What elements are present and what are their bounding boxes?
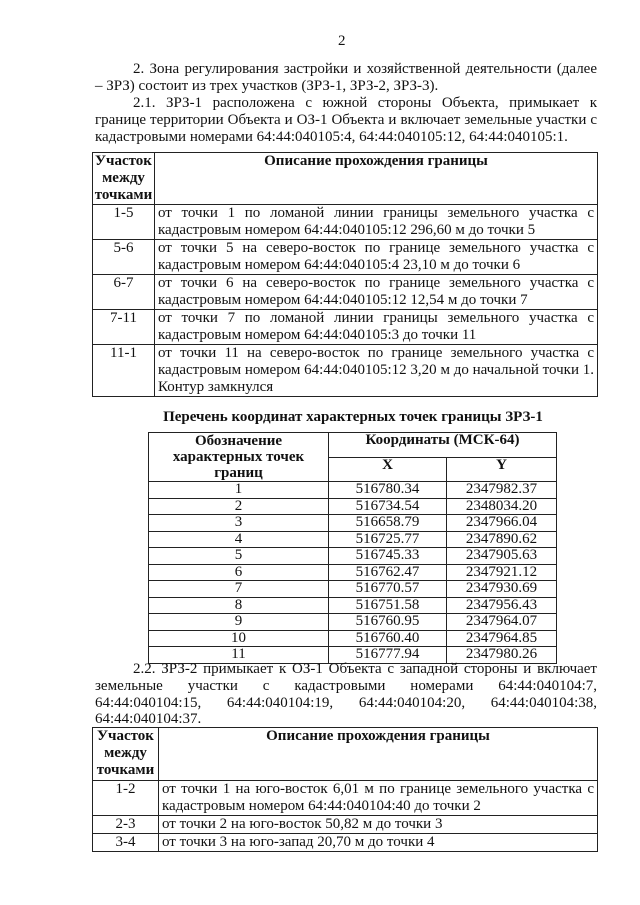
point-cell: 11 [149,647,329,664]
x-coordinate-cell: 516762.47 [329,564,447,581]
table-row [93,834,598,852]
segment-cell: 5-6 [93,240,155,275]
y-coordinate-cell: 2348034.20 [447,498,557,515]
header-point: Обозначение характерных точек границ [149,433,329,482]
table-row [149,482,557,499]
table-row [149,548,557,565]
table-row [93,275,598,310]
segment-cell: 1-5 [93,205,155,240]
table-row [149,498,557,515]
coordinates-table-zrz1 [148,432,557,664]
coordinates-title: Перечень координат характерных точек границы ЗРЗ-1 [163,409,543,425]
y-coordinate-cell: 2347982.37 [447,482,557,499]
table-row [149,531,557,548]
point-cell: 9 [149,614,329,631]
header-coordinates: Координаты (МСК-64) [329,433,557,458]
x-coordinate-cell: 516745.33 [329,548,447,565]
x-coordinate-cell: 516760.95 [329,614,447,631]
segment-cell: 1-2 [93,781,159,816]
y-coordinate-cell: 2347964.07 [447,614,557,631]
table-row [149,630,557,647]
table-row [93,816,598,834]
point-cell: 6 [149,564,329,581]
point-cell: 4 [149,531,329,548]
header-segment: Участок между точками [93,728,159,781]
segment-cell: 11-1 [93,345,155,397]
table-header-row [93,728,598,781]
x-coordinate-cell: 516658.79 [329,515,447,532]
paragraph-2-2 [95,661,597,728]
header-segment: Участок между точками [93,153,155,205]
x-coordinate-cell: 516780.34 [329,482,447,499]
y-coordinate-cell: 2347964.85 [447,630,557,647]
point-cell: 8 [149,597,329,614]
description-cell: от точки 11 на северо-восток по границе земельного участка с кадастровым номером 64:44:040105:12 3,20 м до начальной точки 1. Контур замкнулся [155,345,598,397]
paragraph-2-text: 2. Зона регулирования застройки и хозяйственной деятельности (далее – ЗРЗ) состоит из трех участков (ЗРЗ-1, ЗРЗ-2, ЗРЗ-3). [95,61,597,94]
description-cell: от точки 5 на северо-восток по границе земельного участка с кадастровым номером 64:44:040105:4 23,10 м до точки 6 [155,240,598,275]
table-header-row [93,153,598,205]
point-cell: 2 [149,498,329,515]
x-coordinate-cell: 516777.94 [329,647,447,664]
segment-cell: 7-11 [93,310,155,345]
description-cell: от точки 7 по ломаной линии границы земельного участка с кадастровым номером 64:44:040105:3 до точки 11 [155,310,598,345]
segment-cell: 2-3 [93,816,159,834]
table-row [93,240,598,275]
y-coordinate-cell: 2347956.43 [447,597,557,614]
table-row [93,205,598,240]
x-coordinate-cell: 516734.54 [329,498,447,515]
table-row [149,581,557,598]
description-cell: от точки 2 на юго-восток 50,82 м до точки 3 [159,816,598,834]
description-cell: от точки 1 на юго-восток 6,01 м по границе земельного участка с кадастровым номером 64:44:040104:40 до точки 2 [159,781,598,816]
table-row [149,614,557,631]
boundary-table-zrz2 [92,727,598,852]
x-coordinate-cell: 516760.40 [329,630,447,647]
paragraph-2 [95,61,597,95]
paragraph-2-2-text: 2.2. ЗРЗ-2 примыкает к ОЗ-1 Объекта с западной стороны и включает земельные участки с кадастровыми номерами 64:44:040104:7, 64:44:040104:15, 64:44:040104:19, 64:44:040104:20, 64:44:040104:38, 64:44:040104:37. [95,661,597,728]
paragraph-2-1 [95,95,597,145]
y-coordinate-cell: 2347890.62 [447,531,557,548]
description-cell: от точки 1 по ломаной линии границы земельного участка с кадастровым номером 64:44:040105:12 296,60 м до точки 5 [155,205,598,240]
table-row [93,310,598,345]
x-coordinate-cell: 516770.57 [329,581,447,598]
table-row [93,781,598,816]
header-x: X [329,457,447,482]
y-coordinate-cell: 2347966.04 [447,515,557,532]
x-coordinate-cell: 516725.77 [329,531,447,548]
y-coordinate-cell: 2347980.26 [447,647,557,664]
segment-cell: 3-4 [93,834,159,852]
header-y: Y [447,457,557,482]
table-row [93,345,598,397]
description-cell: от точки 3 на юго-запад 20,70 м до точки 4 [159,834,598,852]
table-header-row [149,433,557,458]
point-cell: 5 [149,548,329,565]
header-description: Описание прохождения границы [155,153,598,205]
table-row [149,564,557,581]
page-number: 2 [338,33,346,49]
point-cell: 3 [149,515,329,532]
table-row [149,515,557,532]
paragraph-2-1-text: 2.1. ЗРЗ-1 расположена с южной стороны Объекта, примыкает к границе территории Объекта и ОЗ-1 Объекта и включает земельные участки с кадастровыми номерами 64:44:040105:4, 64:44:040105:12, 64:44:040105:1. [95,95,597,145]
y-coordinate-cell: 2347921.12 [447,564,557,581]
segment-cell: 6-7 [93,275,155,310]
x-coordinate-cell: 516751.58 [329,597,447,614]
boundary-table-zrz1 [92,152,598,397]
point-cell: 10 [149,630,329,647]
y-coordinate-cell: 2347930.69 [447,581,557,598]
point-cell: 7 [149,581,329,598]
point-cell: 1 [149,482,329,499]
y-coordinate-cell: 2347905.63 [447,548,557,565]
table-row [149,597,557,614]
header-description: Описание прохождения границы [159,728,598,781]
description-cell: от точки 6 на северо-восток по границе земельного участка с кадастровым номером 64:44:040105:12 12,54 м до точки 7 [155,275,598,310]
